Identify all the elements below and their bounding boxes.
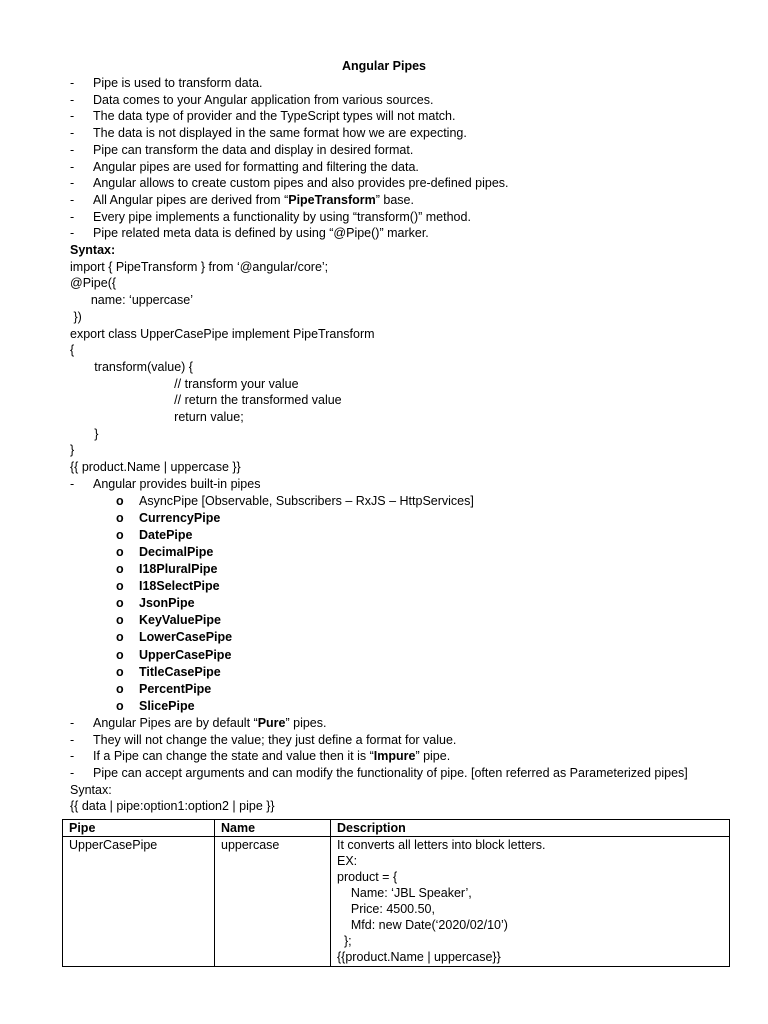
- code-line: {{ product.Name | uppercase }}: [70, 460, 241, 475]
- builtin-pipe-item: DecimalPipe: [139, 544, 214, 559]
- sub-bullet-marker: o: [116, 579, 124, 594]
- sub-bullet-marker: o: [116, 664, 124, 679]
- table-header-row: [63, 820, 730, 837]
- bullet-marker: -: [70, 159, 75, 174]
- builtin-pipe-item: KeyValuePipe: [139, 613, 221, 628]
- bullet-marker: -: [70, 142, 75, 157]
- sub-bullet-marker: o: [116, 544, 124, 559]
- bullet-item: Data comes to your Angular application from various sources.: [93, 92, 434, 107]
- code-line: // transform your value: [70, 376, 299, 391]
- bullet-marker: -: [70, 226, 75, 241]
- sub-bullet-marker: o: [116, 613, 124, 628]
- code-line: transform(value) {: [70, 359, 193, 374]
- bullet-marker: -: [70, 176, 75, 191]
- builtin-pipe-item: TitleCasePipe: [139, 664, 221, 679]
- bullet-item: Pipe can accept arguments and can modify the functionality of pipe. [often referred as Parameterized pipes]: [93, 766, 688, 780]
- bullet-item: Pipe related meta data is defined by using “@Pipe()” marker.: [93, 226, 429, 241]
- bullet-marker: -: [70, 192, 75, 207]
- sub-bullet-marker: o: [116, 493, 124, 508]
- bullet-marker: -: [70, 76, 75, 90]
- table-header-name: Name: [215, 820, 331, 837]
- table-cell-name: uppercase: [215, 837, 331, 967]
- bullet-item: The data type of provider and the TypeScript types will not match.: [93, 109, 456, 124]
- code-line: }: [70, 443, 75, 458]
- bullet-item: Angular pipes are used for formatting and filtering the data.: [93, 159, 419, 174]
- code-line: {: [70, 343, 75, 358]
- sub-bullet-marker: o: [116, 510, 124, 525]
- code-line: // return the transformed value: [70, 393, 342, 408]
- builtin-pipe-item: I18SelectPipe: [139, 579, 220, 594]
- code-line: @Pipe({: [70, 276, 117, 291]
- sub-bullet-marker: o: [116, 562, 124, 576]
- bullet-marker: -: [70, 126, 75, 141]
- code-line: import { PipeTransform } from ‘@angular/core’;: [70, 259, 329, 274]
- sub-bullet-marker: o: [116, 596, 124, 611]
- bullet-item: If a Pipe can change the state and value then it is “Impure” pipe.: [93, 749, 451, 764]
- code-line: name: ‘uppercase’: [70, 293, 193, 308]
- bullet-item: Every pipe implements a functionality by using “transform()” method.: [93, 209, 471, 224]
- bullet-marker: -: [70, 109, 75, 124]
- bullet-marker: -: [70, 476, 75, 491]
- pipes-table: [62, 819, 730, 967]
- table-header-description: Description: [331, 820, 730, 837]
- code-line: return value;: [70, 410, 244, 424]
- builtin-pipe-item: CurrencyPipe: [139, 510, 221, 525]
- sub-bullet-marker: o: [116, 681, 124, 696]
- bullet-marker: -: [70, 766, 75, 780]
- table-cell-description: It converts all letters into block letters. EX: product = { Name: ‘JBL Speaker’, Price: 4500.50, Mfd: new Date(‘2020/02/10’) }; {{product.Name | uppercase}}: [331, 837, 730, 967]
- builtin-pipe-item: AsyncPipe [Observable, Subscribers – RxJS – HttpServices]: [139, 493, 474, 508]
- builtin-pipe-item: DatePipe: [139, 527, 193, 542]
- bullet-item: Pipe can transform the data and display in desired format.: [93, 142, 414, 157]
- builtin-pipe-item: I18PluralPipe: [139, 562, 218, 576]
- bullet-item: They will not change the value; they just define a format for value.: [93, 732, 457, 747]
- table-cell-pipe: UpperCasePipe: [63, 837, 215, 967]
- sub-bullet-marker: o: [116, 698, 124, 713]
- code-line: {{ data | pipe:option1:option2 | pipe }}: [70, 799, 275, 814]
- sub-bullet-marker: o: [116, 647, 124, 662]
- sub-bullet-marker: o: [116, 527, 124, 542]
- bullet-item: Angular allows to create custom pipes and also provides pre-defined pipes.: [93, 176, 509, 191]
- code-line: }): [70, 309, 82, 324]
- bullet-marker: -: [70, 749, 75, 764]
- bullet-marker: -: [70, 715, 75, 730]
- builtin-pipe-item: SlicePipe: [139, 698, 195, 713]
- bullet-item: Angular provides built-in pipes: [93, 476, 261, 491]
- table-row: [63, 837, 730, 967]
- code-line: }: [70, 426, 99, 441]
- builtin-pipe-item: PercentPipe: [139, 681, 212, 696]
- bullet-item: Angular Pipes are by default “Pure” pipes.: [93, 715, 327, 730]
- code-line: export class UpperCasePipe implement PipeTransform: [70, 326, 375, 341]
- bullet-item: All Angular pipes are derived from “PipeTransform” base.: [93, 192, 414, 207]
- sub-bullet-marker: o: [116, 630, 124, 645]
- table-header-pipe: Pipe: [63, 820, 215, 837]
- bullet-item: The data is not displayed in the same format how we are expecting.: [93, 126, 467, 141]
- builtin-pipe-item: JsonPipe: [139, 596, 195, 611]
- bullet-item: Pipe is used to transform data.: [93, 76, 263, 90]
- bullet-marker: -: [70, 92, 75, 107]
- bullet-marker: -: [70, 209, 75, 224]
- bullet-marker: -: [70, 732, 75, 747]
- builtin-pipe-item: LowerCasePipe: [139, 630, 233, 645]
- builtin-pipe-item: UpperCasePipe: [139, 647, 232, 662]
- page-title: Angular Pipes: [341, 59, 427, 73]
- syntax-label: Syntax:: [70, 782, 112, 797]
- syntax-label: Syntax:: [70, 243, 116, 257]
